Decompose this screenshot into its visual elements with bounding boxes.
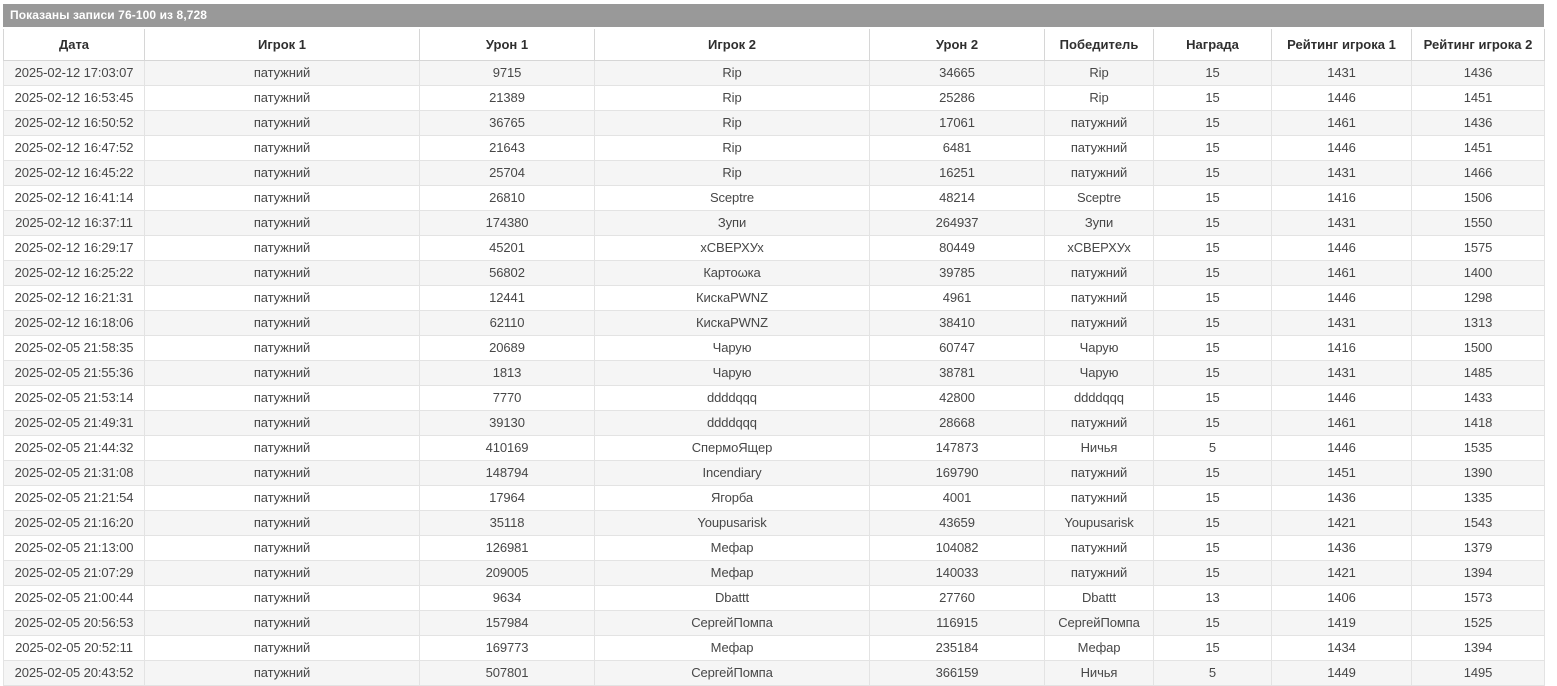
table-cell: 2025-02-05 21:16:20 (4, 511, 145, 536)
table-cell: 2025-02-12 16:25:22 (4, 261, 145, 286)
table-row (4, 311, 1545, 336)
table-cell: 1421 (1272, 511, 1412, 536)
table-cell: 140033 (870, 561, 1045, 586)
table-row (4, 261, 1545, 286)
table-cell: 15 (1154, 186, 1272, 211)
table-cell: 48214 (870, 186, 1045, 211)
table-cell: Чарую (595, 336, 870, 361)
table-cell: 5 (1154, 661, 1272, 686)
table-cell: патужний (145, 486, 420, 511)
table-row (4, 211, 1545, 236)
table-cell: 4001 (870, 486, 1045, 511)
table-cell: ddddqqq (595, 386, 870, 411)
table-cell: 1451 (1272, 461, 1412, 486)
table-header (4, 29, 1545, 61)
table-cell: 15 (1154, 161, 1272, 186)
table-cell: 104082 (870, 536, 1045, 561)
table-cell: 15 (1154, 561, 1272, 586)
table-cell: Dbattt (1045, 586, 1154, 611)
table-cell: 36765 (420, 111, 595, 136)
table-cell: патужний (145, 211, 420, 236)
table-cell: 56802 (420, 261, 595, 286)
table-cell: 1394 (1412, 561, 1545, 586)
table-cell: 35118 (420, 511, 595, 536)
table-cell: КискаPWNZ (595, 311, 870, 336)
table-cell: 2025-02-05 21:21:54 (4, 486, 145, 511)
table-cell: 38781 (870, 361, 1045, 386)
table-cell: 21389 (420, 86, 595, 111)
table-cell: 2025-02-12 16:53:45 (4, 86, 145, 111)
table-cell: патужний (145, 661, 420, 686)
table-cell: 1400 (1412, 261, 1545, 286)
table-cell: патужний (145, 436, 420, 461)
table-cell: 12441 (420, 286, 595, 311)
table-cell: 38410 (870, 311, 1045, 336)
table-row (4, 161, 1545, 186)
table-cell: 1461 (1272, 411, 1412, 436)
table-cell: Rip (595, 136, 870, 161)
table-cell: Rip (595, 111, 870, 136)
table-cell: 1419 (1272, 611, 1412, 636)
table-cell: хСВЕРХУх (1045, 236, 1154, 261)
table-cell: 9634 (420, 586, 595, 611)
battle-log-table (3, 29, 1545, 686)
table-row (4, 286, 1545, 311)
table-cell: 25704 (420, 161, 595, 186)
table-cell: 2025-02-05 21:07:29 (4, 561, 145, 586)
table-cell: патужний (145, 611, 420, 636)
table-cell: 62110 (420, 311, 595, 336)
table-cell: 15 (1154, 236, 1272, 261)
table-cell: Ничья (1045, 661, 1154, 686)
table-cell: 15 (1154, 511, 1272, 536)
table-cell: Sceptre (595, 186, 870, 211)
table-cell: 1461 (1272, 261, 1412, 286)
table-cell: 13 (1154, 586, 1272, 611)
table-cell: 27760 (870, 586, 1045, 611)
table-cell: 15 (1154, 136, 1272, 161)
table-cell: патужний (145, 536, 420, 561)
table-cell: Rip (1045, 61, 1154, 86)
table-row (4, 486, 1545, 511)
table-cell: 5 (1154, 436, 1272, 461)
column-header[interactable]: Игрок 2 (595, 29, 870, 61)
table-cell: 4961 (870, 286, 1045, 311)
table-cell: 2025-02-12 16:18:06 (4, 311, 145, 336)
table-cell: 1575 (1412, 236, 1545, 261)
table-cell: 126981 (420, 536, 595, 561)
table-cell: патужний (145, 86, 420, 111)
table-row (4, 611, 1545, 636)
table-cell: 1394 (1412, 636, 1545, 661)
column-header[interactable]: Победитель (1045, 29, 1154, 61)
table-cell: 45201 (420, 236, 595, 261)
table-cell: патужний (145, 511, 420, 536)
table-cell: 1416 (1272, 186, 1412, 211)
table-cell: 17964 (420, 486, 595, 511)
table-cell: 1446 (1272, 436, 1412, 461)
table-cell: 15 (1154, 211, 1272, 236)
table-cell: 1433 (1412, 386, 1545, 411)
table-cell: 15 (1154, 611, 1272, 636)
table-row (4, 586, 1545, 611)
table-cell: патужний (145, 636, 420, 661)
table-cell: 2025-02-05 21:00:44 (4, 586, 145, 611)
column-header[interactable]: Рейтинг игрока 2 (1412, 29, 1545, 61)
table-cell: 39130 (420, 411, 595, 436)
table-cell: 1446 (1272, 386, 1412, 411)
table-cell: патужний (1045, 411, 1154, 436)
table-row (4, 636, 1545, 661)
table-cell: 1418 (1412, 411, 1545, 436)
table-cell: Youpusarisk (1045, 511, 1154, 536)
table-cell: 20689 (420, 336, 595, 361)
table-cell: 507801 (420, 661, 595, 686)
table-row (4, 186, 1545, 211)
table-row (4, 111, 1545, 136)
table-cell: 1431 (1272, 161, 1412, 186)
table-cell: 2025-02-05 21:49:31 (4, 411, 145, 436)
table-cell: хСВЕРХУх (595, 236, 870, 261)
table-cell: патужний (1045, 461, 1154, 486)
table-cell: патужний (145, 461, 420, 486)
table-cell: СергейПомпа (595, 611, 870, 636)
table-cell: 2025-02-05 21:53:14 (4, 386, 145, 411)
table-cell: 80449 (870, 236, 1045, 261)
table-cell: СергейПомпа (1045, 611, 1154, 636)
table-cell: 1436 (1272, 536, 1412, 561)
table-cell: 1446 (1272, 86, 1412, 111)
table-cell: 157984 (420, 611, 595, 636)
table-cell: 2025-02-05 20:43:52 (4, 661, 145, 686)
table-cell: 169790 (870, 461, 1045, 486)
table-cell: патужний (1045, 286, 1154, 311)
table-cell: патужний (145, 111, 420, 136)
table-cell: 1449 (1272, 661, 1412, 686)
table-cell: патужний (1045, 311, 1154, 336)
table-cell: Sceptre (1045, 186, 1154, 211)
table-cell: 15 (1154, 386, 1272, 411)
table-cell: 116915 (870, 611, 1045, 636)
table-cell: 235184 (870, 636, 1045, 661)
table-cell: 15 (1154, 361, 1272, 386)
table-cell: 2025-02-05 20:56:53 (4, 611, 145, 636)
table-cell: 15 (1154, 536, 1272, 561)
table-cell: 60747 (870, 336, 1045, 361)
table-cell: 2025-02-05 21:44:32 (4, 436, 145, 461)
table-cell: 15 (1154, 486, 1272, 511)
table-cell: патужний (1045, 136, 1154, 161)
table-cell: Rip (595, 86, 870, 111)
table-cell: 1446 (1272, 236, 1412, 261)
table-cell: Мефар (595, 561, 870, 586)
table-cell: патужний (1045, 561, 1154, 586)
table-cell: 17061 (870, 111, 1045, 136)
table-cell: Rip (595, 61, 870, 86)
records-status-bar: Показаны записи 76-100 из 8,728 (3, 4, 1544, 27)
header-row (4, 29, 1545, 61)
table-cell: 28668 (870, 411, 1045, 436)
table-cell: 264937 (870, 211, 1045, 236)
table-cell: Мефар (1045, 636, 1154, 661)
table-row (4, 386, 1545, 411)
table-cell: 15 (1154, 311, 1272, 336)
table-cell: 2025-02-12 16:21:31 (4, 286, 145, 311)
table-cell: патужний (145, 336, 420, 361)
table-cell: 1525 (1412, 611, 1545, 636)
table-cell: СергейПомпа (595, 661, 870, 686)
table-cell: Youpusarisk (595, 511, 870, 536)
table-cell: Чарую (595, 361, 870, 386)
table-cell: ddddqqq (595, 411, 870, 436)
table-cell: 15 (1154, 336, 1272, 361)
table-cell: 39785 (870, 261, 1045, 286)
table-cell: 2025-02-12 16:37:11 (4, 211, 145, 236)
table-cell: Чарую (1045, 361, 1154, 386)
table-cell: 410169 (420, 436, 595, 461)
table-cell: патужний (145, 311, 420, 336)
table-cell: 1416 (1272, 336, 1412, 361)
table-cell: 15 (1154, 261, 1272, 286)
table-cell: 1390 (1412, 461, 1545, 486)
table-cell: патужний (145, 61, 420, 86)
table-cell: 1436 (1412, 61, 1545, 86)
column-header[interactable]: Урон 2 (870, 29, 1045, 61)
table-cell: 148794 (420, 461, 595, 486)
table-cell: 1813 (420, 361, 595, 386)
table-cell: 43659 (870, 511, 1045, 536)
table-cell: 169773 (420, 636, 595, 661)
table-cell: 1573 (1412, 586, 1545, 611)
table-cell: 1451 (1412, 86, 1545, 111)
table-cell: 147873 (870, 436, 1045, 461)
table-cell: 366159 (870, 661, 1045, 686)
table-cell: Мефар (595, 536, 870, 561)
column-header[interactable]: Рейтинг игрока 1 (1272, 29, 1412, 61)
table-cell: 2025-02-05 20:52:11 (4, 636, 145, 661)
table-cell: 174380 (420, 211, 595, 236)
table-cell: 2025-02-12 16:45:22 (4, 161, 145, 186)
table-cell: 1535 (1412, 436, 1545, 461)
table-cell: Rip (1045, 86, 1154, 111)
table-cell: 2025-02-12 17:03:07 (4, 61, 145, 86)
table-cell: патужний (1045, 111, 1154, 136)
table-cell: 2025-02-05 21:55:36 (4, 361, 145, 386)
table-cell: 42800 (870, 386, 1045, 411)
table-cell: патужний (145, 136, 420, 161)
table-row (4, 336, 1545, 361)
battle-log-page (3, 4, 1544, 686)
table-cell: 1379 (1412, 536, 1545, 561)
table-cell: Ничья (1045, 436, 1154, 461)
table-cell: 2025-02-05 21:13:00 (4, 536, 145, 561)
table-cell: 1550 (1412, 211, 1545, 236)
table-cell: ddddqqq (1045, 386, 1154, 411)
table-cell: 7770 (420, 386, 595, 411)
table-cell: 6481 (870, 136, 1045, 161)
table-cell: 1406 (1272, 586, 1412, 611)
table-cell: патужний (145, 186, 420, 211)
table-cell: 15 (1154, 61, 1272, 86)
table-cell: 21643 (420, 136, 595, 161)
table-cell: патужний (145, 386, 420, 411)
table-cell: 2025-02-12 16:47:52 (4, 136, 145, 161)
table-cell: 16251 (870, 161, 1045, 186)
table-cell: патужний (1045, 261, 1154, 286)
table-cell: патужний (145, 286, 420, 311)
table-cell: 1495 (1412, 661, 1545, 686)
table-cell: 2025-02-05 21:58:35 (4, 336, 145, 361)
table-cell: 2025-02-05 21:31:08 (4, 461, 145, 486)
table-cell: Incendiary (595, 461, 870, 486)
table-cell: 15 (1154, 286, 1272, 311)
table-cell: Ягорба (595, 486, 870, 511)
table-cell: патужний (145, 411, 420, 436)
table-row (4, 361, 1545, 386)
table-cell: 1506 (1412, 186, 1545, 211)
table-cell: 2025-02-12 16:50:52 (4, 111, 145, 136)
table-cell: Dbattt (595, 586, 870, 611)
table-row (4, 661, 1545, 686)
table-cell: Зупи (595, 211, 870, 236)
table-cell: 1431 (1272, 211, 1412, 236)
table-cell: 1466 (1412, 161, 1545, 186)
table-cell: патужний (1045, 161, 1154, 186)
table-row (4, 511, 1545, 536)
table-cell: Картоωка (595, 261, 870, 286)
table-cell: 1421 (1272, 561, 1412, 586)
table-cell: КискаPWNZ (595, 286, 870, 311)
table-cell: 2025-02-12 16:41:14 (4, 186, 145, 211)
table-cell: 1461 (1272, 111, 1412, 136)
table-row (4, 236, 1545, 261)
table-cell: 1436 (1272, 486, 1412, 511)
table-cell: 1436 (1412, 111, 1545, 136)
table-cell: Зупи (1045, 211, 1154, 236)
table-row (4, 561, 1545, 586)
table-cell: 1335 (1412, 486, 1545, 511)
column-header[interactable]: Урон 1 (420, 29, 595, 61)
table-cell: патужний (145, 236, 420, 261)
table-cell: патужний (1045, 486, 1154, 511)
table-row (4, 536, 1545, 561)
table-row (4, 461, 1545, 486)
table-cell: патужний (145, 161, 420, 186)
table-cell: 15 (1154, 411, 1272, 436)
table-cell: 1446 (1272, 136, 1412, 161)
column-header[interactable]: Награда (1154, 29, 1272, 61)
table-cell: патужний (145, 261, 420, 286)
table-cell: 1313 (1412, 311, 1545, 336)
table-cell: 1431 (1272, 311, 1412, 336)
table-cell: 15 (1154, 461, 1272, 486)
table-cell: 25286 (870, 86, 1045, 111)
table-cell: Rip (595, 161, 870, 186)
table-cell: 9715 (420, 61, 595, 86)
table-row (4, 86, 1545, 111)
table-cell: 2025-02-12 16:29:17 (4, 236, 145, 261)
table-cell: Мефар (595, 636, 870, 661)
table-cell: патужний (145, 361, 420, 386)
table-cell: 15 (1154, 636, 1272, 661)
table-cell: 1431 (1272, 61, 1412, 86)
table-cell: 15 (1154, 86, 1272, 111)
column-header[interactable]: Игрок 1 (145, 29, 420, 61)
table-cell: патужний (1045, 536, 1154, 561)
table-cell: СпермоЯщер (595, 436, 870, 461)
table-cell: 209005 (420, 561, 595, 586)
table-row (4, 136, 1545, 161)
table-cell: 1446 (1272, 286, 1412, 311)
table-cell: 1485 (1412, 361, 1545, 386)
table-body (4, 61, 1545, 686)
table-cell: 1298 (1412, 286, 1545, 311)
table-cell: Чарую (1045, 336, 1154, 361)
table-row (4, 61, 1545, 86)
table-cell: 26810 (420, 186, 595, 211)
table-cell: 1543 (1412, 511, 1545, 536)
column-header[interactable]: Дата (4, 29, 145, 61)
table-cell: 1431 (1272, 361, 1412, 386)
table-row (4, 411, 1545, 436)
table-cell: 1434 (1272, 636, 1412, 661)
table-cell: патужний (145, 586, 420, 611)
table-cell: 1500 (1412, 336, 1545, 361)
table-cell: 1451 (1412, 136, 1545, 161)
table-cell: 15 (1154, 111, 1272, 136)
table-cell: патужний (145, 561, 420, 586)
table-cell: 34665 (870, 61, 1045, 86)
table-row (4, 436, 1545, 461)
